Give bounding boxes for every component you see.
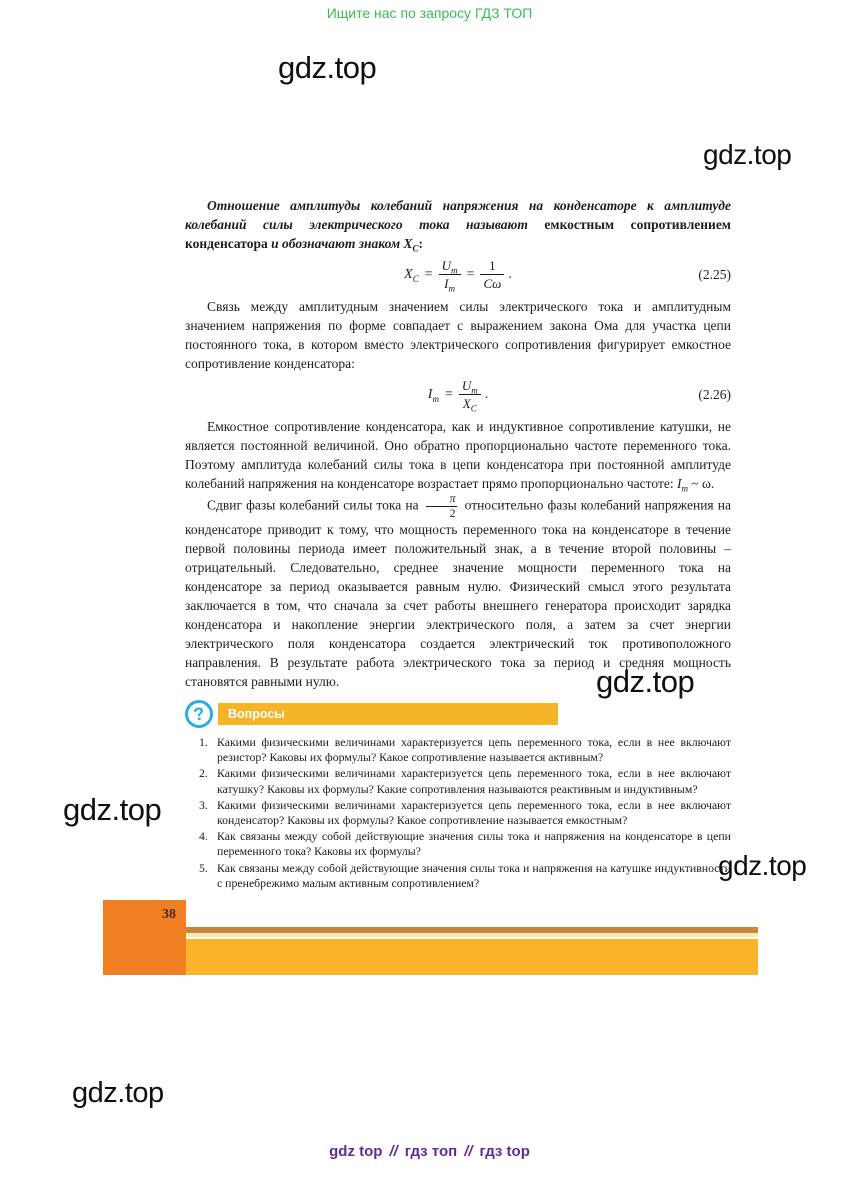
questions-title-bar xyxy=(218,703,558,725)
footer-link-separator: // xyxy=(464,1143,473,1160)
watermark: gdz.top xyxy=(278,50,377,85)
question-number: 1. xyxy=(199,735,208,749)
watermark: gdz.top xyxy=(63,792,162,827)
question-number: 2. xyxy=(199,766,208,781)
questions-title: Вопросы xyxy=(228,706,285,721)
questions-header xyxy=(185,700,731,728)
footer-bar-cream xyxy=(186,933,758,937)
eq225-fraction-1: $\frac{U_m}{I_m}$ xyxy=(439,258,461,291)
equation-number: (2.25) xyxy=(698,266,731,282)
footer-link-separator: // xyxy=(389,1143,398,1160)
definition-text: и обозначают знаком xyxy=(271,236,404,251)
eq226-lhs: $I_m$ xyxy=(427,386,439,404)
question-text: Какими физическими величинами характеризуется цепь переменного тока, если в нее включают конденсатор? Каковы их формулы? Какое сопротивление называется емкостным? xyxy=(217,797,731,828)
inline-formula-im: $I_m$ xyxy=(676,476,688,494)
equation-2-26: $I_m$ = $\frac{U_m}{X_C}$ . (2.26) xyxy=(427,378,731,414)
watermark: gdz.top xyxy=(703,139,792,170)
watermark: gdz.top xyxy=(718,850,807,881)
question-item xyxy=(185,861,731,891)
main-text-column xyxy=(185,196,731,892)
symbol-xc: $X_C$ xyxy=(403,236,419,254)
paragraph-ohm-law: Связь между амплитудным значением силы электрического тока и амплитудным значением напряжения по форме совпадает с выражением закона Ома для участка цепи постоянного тока, в котором вместо электрического сопротивления фигурирует емкостное сопротивление конденсатора: xyxy=(185,299,731,371)
eq225-lhs: $X_C$ xyxy=(404,266,419,284)
question-item xyxy=(185,829,731,859)
eq225-fraction-2: $\frac{1}{C\omega}$ xyxy=(480,258,504,291)
question-text: Какими физическими величинами характеризуется цепь переменного тока, если в нее включают катушку? Каковы их формулы? Какие сопротивления называются реактивным и индуктивным? xyxy=(217,766,731,796)
footer-bar-wide xyxy=(186,939,758,975)
footer-link[interactable]: гдз top xyxy=(479,1143,530,1160)
question-item xyxy=(185,735,731,765)
watermark: gdz.top xyxy=(72,1077,164,1109)
question-number: 4. xyxy=(199,829,208,844)
question-circle-icon: ? xyxy=(183,698,215,730)
watermark: gdz.top xyxy=(596,664,695,699)
question-text: Как связаны между собой действующие значения силы тока и напряжения на конденсаторе в цепи переменного тока? Каковы их формулы? xyxy=(217,829,731,859)
page-number: 38 xyxy=(162,907,176,922)
equation-number: (2.26) xyxy=(698,386,731,402)
question-item xyxy=(185,798,731,828)
definition-text: Отношение амплитуды колебаний напряжения на конденсаторе к амплитуде колебаний силы электрического тока называют xyxy=(185,198,731,232)
question-text: Как связаны между собой действующие значения силы тока и напряжения на катушке индуктивности с пренебрежимо малым активным сопротивлением? xyxy=(217,860,731,890)
paragraph-capacitive-resistance: Емкостное сопротивление конденсатора, как и индуктивное сопротивление катушки, не является постоянной величиной. Оно обратно пропорционально частоте переменного тока. Поэтому амплитуда колебаний силы тока в цепи конденсатора при постоянной амплитуде колебаний напряжения на конденсаторе возрастает прямо пропорционально частоте: $I_m$ ~ ω. xyxy=(185,419,731,494)
equation-2-25: $X_C$ = $\frac{U_m}{I_m}$ = $\frac{1}{C\omega}$ . (2.25) xyxy=(404,258,731,294)
question-number: 3. xyxy=(199,797,208,812)
paragraph-definition: Отношение амплитуды колебаний напряжения на конденсаторе к амплитуде колебаний силы электрического тока называют емкостным сопротивлением конденсатора и обозначают знаком $X_C$: xyxy=(185,198,732,254)
eq226-fraction: $\frac{U_m}{X_C}$ xyxy=(459,378,481,411)
page-number-block xyxy=(103,900,186,975)
footer-link[interactable]: gdz top xyxy=(329,1143,383,1160)
paragraph-phase-shift: Сдвиг фазы колебаний силы тока на $\frac{\pi}{2}$ относительно фазы колебаний напряжения на конденсаторе приводит к тому, что мощность переменного тока на конденсаторе в течение первой половины периода имеет положительный знак, а в течение второй половины – отрицательный. Следовательно, среднее значение мощности переменного тока на конденсаторе за период оказывается равным нулю. Физический смысл этого результата заключается в том, что сначала за счет работы внешнего генератора происходит зарядка конденсатора и накопление энергии электрического поля, а затем за счет энергии электрического поля конденсатора создается электрический ток противоположного направления. В результате работа электрического тока за период и средняя мощность становятся равными нулю. xyxy=(185,493,731,689)
questions-list xyxy=(185,735,731,891)
question-number: 5. xyxy=(199,860,208,875)
definition-term: емкостным сопротивлением конденсатора xyxy=(185,217,732,251)
top-banner-text: Ищите нас по запросу ГДЗ ТОП xyxy=(326,5,533,21)
pi-over-2-fraction: $\frac{\pi}{2}$ xyxy=(426,493,458,520)
footer-link[interactable]: гдз топ xyxy=(404,1143,458,1160)
question-item xyxy=(185,766,731,796)
question-text: Какими физическими величинами характеризуется цепь переменного тока, если в нее включают резистор? Каковы их формулы? Какое сопротивление называется активным? xyxy=(217,735,731,765)
footer-links xyxy=(0,1143,859,1160)
